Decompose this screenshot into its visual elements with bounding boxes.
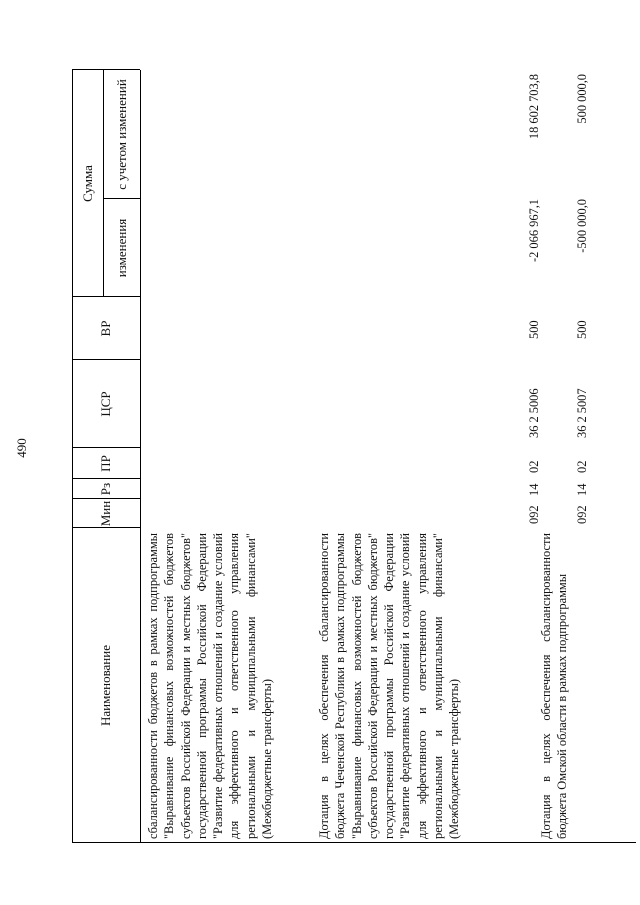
row-3-name: Дотация в целях обеспечения сбалансированности бюджета Омской области в рамках подпрограммы [539,533,570,839]
header-changes: изменения [113,218,129,278]
row-3-with-changes: 500 000,0 [575,74,589,124]
header-with-changes: с учетом изменений [113,79,129,190]
row-2-min: 092 [527,505,541,524]
table-left-border [72,842,636,843]
header-vr: ВР [98,320,113,337]
header-name: Наименование [98,645,113,726]
row-3-min: 092 [575,505,589,524]
row-3-rz: 14 [575,483,589,496]
header-rz: Рз [98,482,113,496]
row-1-name: сбалансированности бюджетов в рамках подпрограммы "Выравнивание финансовых возможностей бюджетов субъектов Российской Федерации и местных бюджетов" государственной программы Российской Федерации "Развитие федеративных отношений и создание условий для эффективного и ответственного управления региональными и муниципальными финансами" (Межбюджетные трансферты) [146,533,275,839]
row-2-with-changes: 18 602 703,8 [527,74,541,140]
row-3-vr: 500 [575,320,589,339]
row-2-name: Дотация в целях обеспечения сбалансированности бюджета Чеченской Республики в рамках подпрограммы "Выравнивание финансовых возможностей бюджетов субъектов Российской Федерации и местных бюджетов" государственной программы Российской Федерации "Развитие федеративных отношений и создание условий для эффективного и ответственного управления региональными и муниципальными финансами" (Межбюджетные трансферты) [317,533,462,839]
page-number: 490 [14,438,29,458]
row-2-changes: -2 066 967,1 [527,199,541,262]
header-bottom-border [140,70,141,843]
row-2-csr: 36 2 5006 [527,388,541,438]
row-2-rz: 14 [527,483,541,496]
row-3-csr: 36 2 5007 [575,388,589,438]
header-csr: ЦСР [98,391,113,417]
row-2-vr: 500 [527,320,541,339]
row-2-pr: 02 [527,460,541,473]
header-pr: ПР [98,455,113,472]
row-3-changes: -500 000,0 [575,199,589,253]
header-sum: Сумма [79,165,95,202]
row-3-pr: 02 [575,460,589,473]
header-min: Мин [98,500,113,527]
